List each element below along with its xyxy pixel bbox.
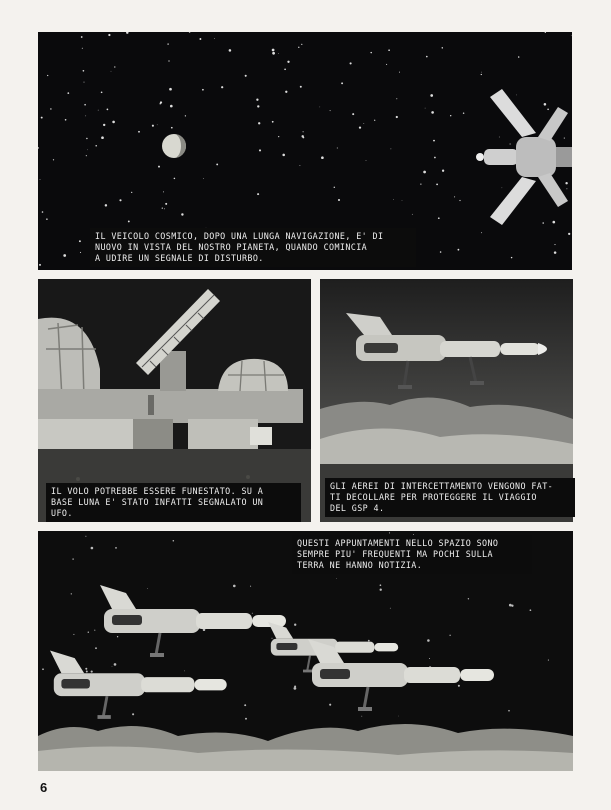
panel-caption: QUESTI APPUNTAMENTI NELLO SPAZIO SONO SEMPRE PIU' FREQUENTI MA POCHI SULLA TERRA NE HANNO NOTIZIA.	[292, 535, 532, 574]
panel-caption: IL VOLO POTREBBE ESSERE FUNESTATO. SU A BASE LUNA E' STATO INFATTI SEGNALATO UN UFO.	[46, 483, 301, 522]
page-number: 6	[40, 780, 48, 795]
panel-caption: IL VEICOLO COSMICO, DOPO UNA LUNGA NAVIGAZIONE, E' DI NUOVO IN VISTA DEL NOSTRO PIANETA, QUANDO COMINCIA A UDIRE UN SEGNALE DI DISTURBO.	[90, 228, 416, 267]
spacecraft-illustration	[476, 89, 572, 225]
panel-caption: GLI AEREI DI INTERCETTAMENTO VENGONO FAT- TI DECOLLARE PER PROTEGGERE IL VIAGGIO DEL GSP 4.	[325, 478, 575, 517]
